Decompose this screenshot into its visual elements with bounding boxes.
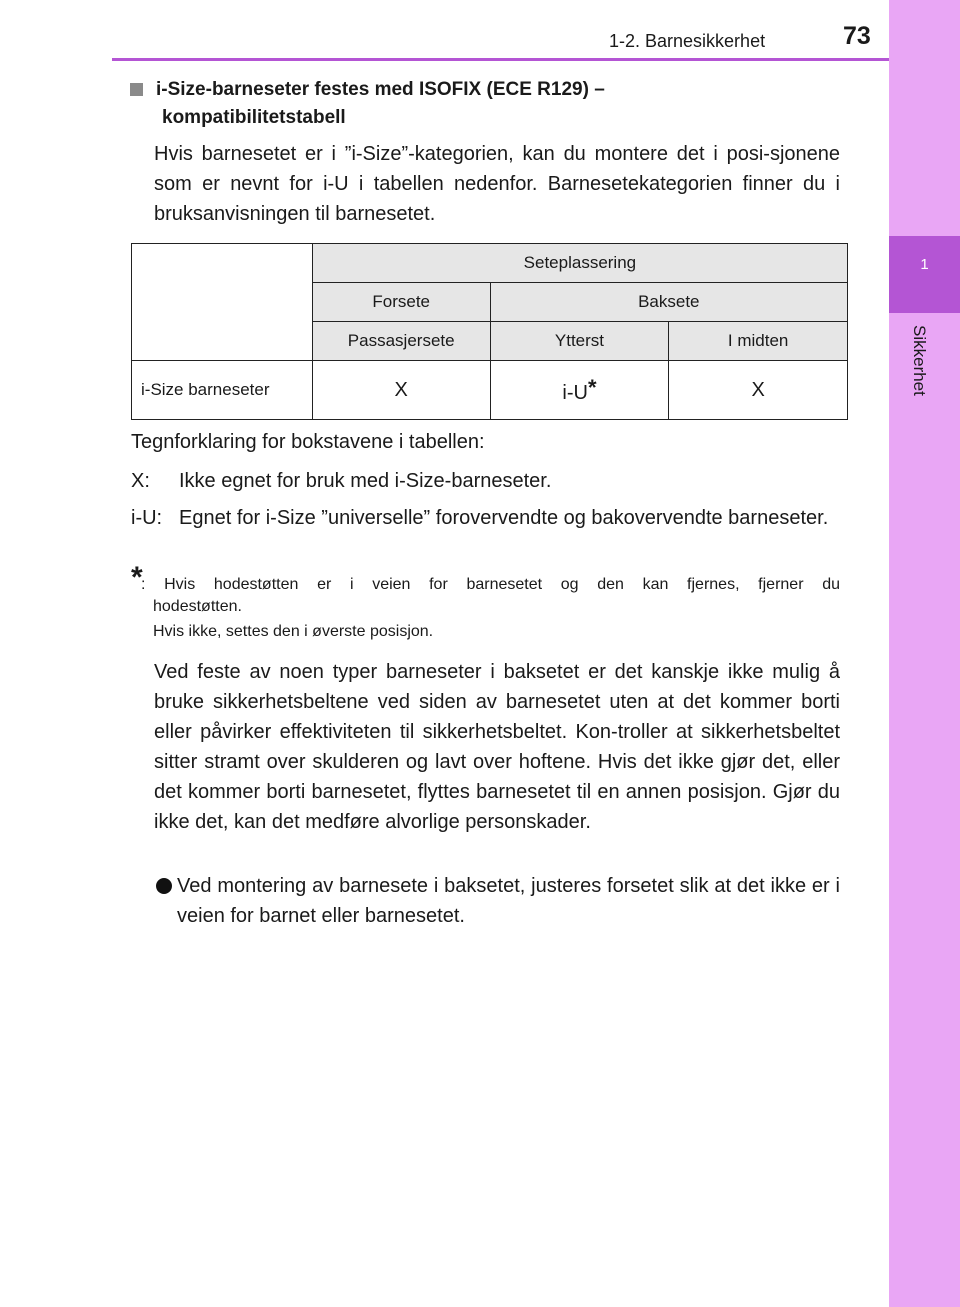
- table-cell-passenger: X: [312, 361, 490, 420]
- bullet-icon: [156, 878, 172, 894]
- chapter-tab: [889, 236, 960, 313]
- compatibility-table: [131, 243, 848, 420]
- footnote-line-1: : Hvis hodestøtten er i veien for barnesetet og den kan fjernes, fjerner du: [141, 576, 840, 593]
- body-paragraph: Ved feste av noen typer barneseter i baksetet er det kanskje ikke mulig å bruke sikkerhetsbeltene ved siden av barnesetet uten at det kommer borti eller påvirker effektiviteten til sikkerhetsbeltet. Kon-troller at sikkerhetsbeltet sitter stramt over skulderen og lavt over hoftene. Hvis det ikke gjør det, eller det kommer borti barnesetet, flyttes barnesetet til en annen posisjon. Gjør du ikke det, kan det medføre alvorlige personskader.: [154, 661, 840, 833]
- table-header-seating: Seteplassering: [312, 244, 847, 283]
- table-header-rear: Baksete: [490, 283, 847, 322]
- chapter-number: 1: [920, 256, 929, 273]
- table-header-front: Forsete: [312, 283, 490, 322]
- legend-text: Ikke egnet for bruk med i-Size-barneseter.: [179, 470, 552, 492]
- legend-text: Egnet for i-Size ”universelle” forovervendte og bakovervendte barneseter.: [179, 507, 829, 529]
- chapter-label: Sikkerhet: [910, 325, 929, 396]
- intro-paragraph: Hvis barnesetet er i ”i-Size”-kategorien, kan du montere det i posi-sjonene som er nevnt for i-U i tabellen nedenfor. Barnesetekategorien finner du i bruksanvisningen til barnesetet.: [154, 143, 840, 225]
- footnote-line-2: hodestøtten.: [153, 598, 242, 615]
- heading-line-2: kompatibilitetstabell: [162, 107, 346, 128]
- table-cell-middle: X: [669, 361, 848, 420]
- footnote-line-3: Hvis ikke, settes den i øverste posisjon.: [153, 623, 434, 640]
- page-number: 73: [843, 22, 871, 50]
- header-rule: [112, 58, 889, 61]
- table-cell-outer-value: i-U: [562, 382, 588, 404]
- footnote-star: *: [131, 561, 143, 594]
- watermark: carmanualsonline.info: [607, 1262, 890, 1293]
- table-row-label: i-Size barneseter: [132, 361, 313, 420]
- heading-square-icon: [130, 83, 143, 96]
- side-band: [889, 0, 960, 1307]
- section-title: 1-2. Barnesikkerhet: [609, 31, 766, 51]
- table-header-outer: Ytterst: [490, 322, 669, 361]
- table-header-middle: I midten: [669, 322, 848, 361]
- table-corner-cell: [132, 244, 313, 361]
- table-cell-outer: [490, 361, 669, 420]
- legend-key: X:: [131, 470, 150, 492]
- bullet-text: Ved montering av barnesete i baksetet, justeres forsetet slik at det ikke er i veien for barnet eller barnesetet.: [177, 875, 840, 927]
- legend-title: Tegnforklaring for bokstavene i tabellen:: [131, 431, 485, 453]
- legend-key: i-U:: [131, 507, 163, 529]
- heading-line-1: i-Size-barneseter festes med ISOFIX (ECE R129) –: [156, 79, 605, 100]
- footnote-marker: *: [587, 375, 597, 400]
- table-header-passenger: Passasjersete: [312, 322, 490, 361]
